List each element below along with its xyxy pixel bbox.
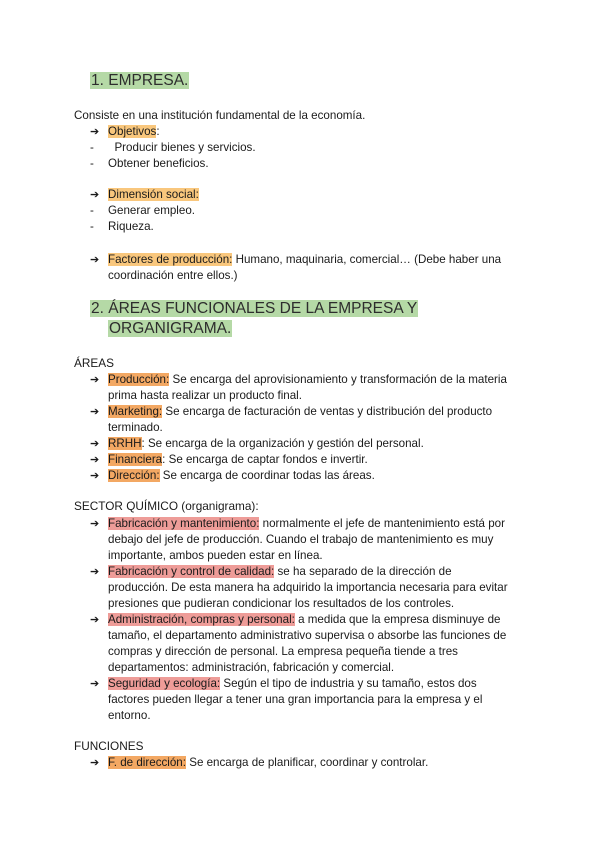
section-2-title-cont: ORGANIGRAMA. <box>109 320 232 337</box>
objetivos-heading: ➔ Objetivos: <box>90 124 160 141</box>
arrow-icon: ➔ <box>90 678 100 690</box>
dash-icon: - <box>90 220 94 233</box>
section-1-title: 1. EMPRESA. <box>91 72 189 89</box>
list-item: - Riqueza. <box>90 220 154 233</box>
arrow-icon: ➔ <box>90 126 100 138</box>
list-item: - Generar empleo. <box>90 204 195 217</box>
funciones-heading: FUNCIONES <box>74 739 144 753</box>
sector-item-cont: entorno. <box>108 709 151 722</box>
area-item: ➔ Producción: Se encarga del aprovisionamiento y transformación de la materia <box>90 372 507 389</box>
arrow-icon: ➔ <box>90 454 100 466</box>
dash-icon: - <box>90 204 94 217</box>
sector-item: ➔ Seguridad y ecología: Según el tipo de industria y su tamaño, estos dos <box>90 676 477 693</box>
dash-icon: - <box>90 157 94 170</box>
arrow-icon: ➔ <box>90 470 100 482</box>
intro-text: Consiste en una institución fundamental de la economía. <box>74 109 366 122</box>
sector-item-cont: departamentos: administración, fabricación y comercial. <box>108 661 395 674</box>
funcion-item: ➔ F. de dirección: Se encarga de planificar, coordinar y controlar. <box>90 755 428 772</box>
sector-item: ➔ Fabricación y mantenimiento: normalmente el jefe de mantenimiento está por <box>90 516 505 533</box>
arrow-icon: ➔ <box>90 757 100 769</box>
dash-icon: - <box>90 141 94 154</box>
dimension-heading: ➔ Dimensión social: <box>90 187 199 204</box>
sector-item: ➔ Administración, compras y personal: a medida que la empresa disminuye de <box>90 612 500 629</box>
factores-continuation: coordinación entre ellos.) <box>108 269 238 282</box>
area-item-cont: terminado. <box>108 421 163 434</box>
area-item: ➔ RRHH: Se encarga de la organización y gestión del personal. <box>90 436 424 453</box>
sector-item-cont: importante, ambos pueden estar en línea. <box>108 549 323 562</box>
sector-item-cont: debajo del jefe de producción. Cuando el trabajo de mantenimiento es muy <box>108 533 494 546</box>
sector-item-cont: presiones que pudieran condicionar los resultados de los controles. <box>108 597 455 610</box>
arrow-icon: ➔ <box>90 189 100 201</box>
arrow-icon: ➔ <box>90 406 100 418</box>
areas-heading: ÁREAS <box>74 356 114 370</box>
area-item: ➔ Financiera: Se encarga de captar fondos e invertir. <box>90 452 368 469</box>
area-item: ➔ Marketing: Se encarga de facturación de ventas y distribución del producto <box>90 404 492 421</box>
sector-item-cont: factores pueden llegar a tener una gran importancia para la empresa y el <box>108 693 483 706</box>
sector-item-cont: compras y dirección de personal. La empresa pequeña tiende a tres <box>108 645 458 658</box>
section-2-title: 2. ÁREAS FUNCIONALES DE LA EMPRESA Y <box>91 300 418 317</box>
factores-item: ➔ Factores de producción: Humano, maquinaria, comercial… (Debe haber una <box>90 252 501 269</box>
arrow-icon: ➔ <box>90 374 100 386</box>
sector-item-cont: tamaño, el departamento administrativo supervisa o absorbe las funciones de <box>108 629 507 642</box>
arrow-icon: ➔ <box>90 614 100 626</box>
sector-item: ➔ Fabricación y control de calidad: se ha separado de la dirección de <box>90 564 452 581</box>
sector-item-text: se ha separado de la dirección de <box>274 565 452 578</box>
arrow-icon: ➔ <box>90 438 100 450</box>
list-item: - Obtener beneficios. <box>90 157 209 170</box>
list-item: - Producir bienes y servicios. <box>90 141 256 154</box>
area-item-cont: prima hasta realizar un producto final. <box>108 389 302 402</box>
arrow-icon: ➔ <box>90 254 100 266</box>
area-item: ➔ Dirección: Se encarga de coordinar todas las áreas. <box>90 468 375 485</box>
arrow-icon: ➔ <box>90 566 100 578</box>
sector-heading: SECTOR QUÍMICO (organigrama): <box>74 499 259 513</box>
sector-item-cont: producción. De esta manera ha adquirido la importancia necesaria para evitar <box>108 581 508 594</box>
arrow-icon: ➔ <box>90 518 100 530</box>
